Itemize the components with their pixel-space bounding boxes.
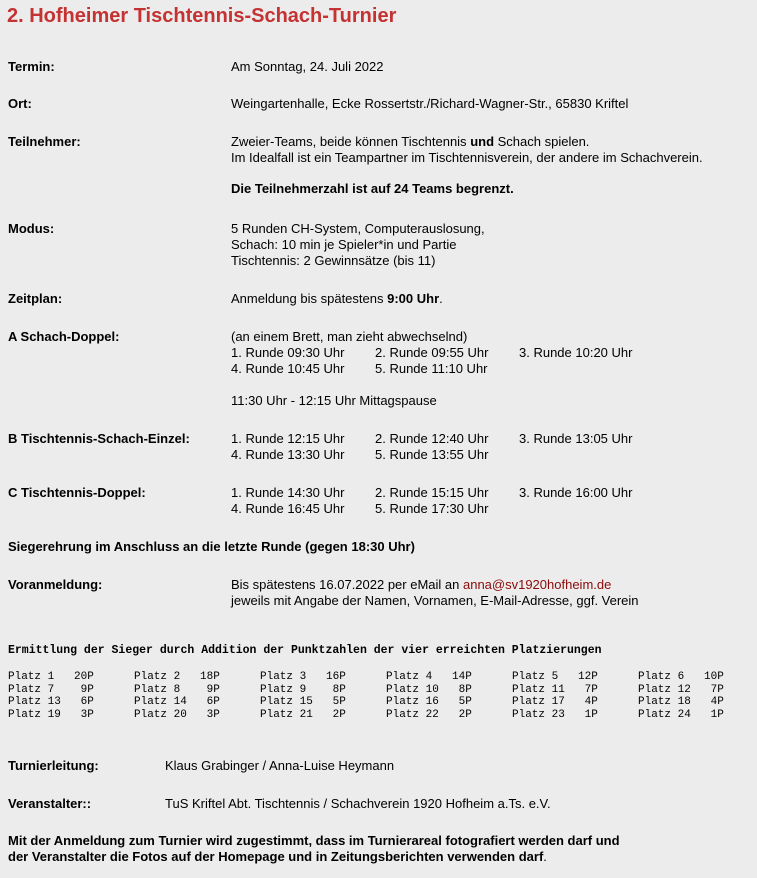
a-round-4: 4. Runde 10:45 Uhr xyxy=(231,361,345,376)
consent-notice xyxy=(8,833,748,865)
a-round-3: 3. Runde 10:20 Uhr xyxy=(519,345,633,360)
siegerehrung: Siegerehrung im Anschluss an die letzte Runde (gegen 18:30 Uhr) xyxy=(8,539,415,554)
teilnehmer-value xyxy=(231,134,703,166)
score-cell: Platz 7 9P xyxy=(8,683,94,696)
a-round-5: 5. Runde 11:10 Uhr xyxy=(375,361,488,376)
score-cell: Platz 22 2P xyxy=(386,708,472,721)
score-cell: Platz 12 7P xyxy=(638,683,724,696)
teilnehmer-line1-c: Schach spielen. xyxy=(494,134,590,149)
zeitplan-value xyxy=(231,291,443,307)
voranmeldung-value xyxy=(231,577,639,609)
c-schedule xyxy=(231,485,632,517)
a-schedule xyxy=(231,329,632,377)
b-round-1: 1. Runde 12:15 Uhr xyxy=(231,431,345,446)
b-round-3: 3. Runde 13:05 Uhr xyxy=(519,431,633,446)
score-cell: Platz 3 16P xyxy=(260,671,346,683)
termin-label: Termin: xyxy=(8,59,55,74)
veranstalter-value: TuS Kriftel Abt. Tischtennis / Schachverein 1920 Hofheim a.Ts. e.V. xyxy=(165,796,551,811)
score-cell: Platz 14 6P xyxy=(134,696,220,708)
modus-line: Tischtennis: 2 Gewinnsätze (bis 11) xyxy=(231,253,436,268)
score-cell: Platz 5 12P xyxy=(512,671,598,683)
score-cell: Platz 16 5P xyxy=(386,696,472,708)
c-label: C Tischtennis-Doppel: xyxy=(8,485,146,500)
b-round-5: 5. Runde 13:55 Uhr xyxy=(375,447,489,462)
c-round-4: 4. Runde 16:45 Uhr xyxy=(231,501,345,516)
scores-row xyxy=(8,709,757,722)
teilnehmer-label: Teilnehmer: xyxy=(8,134,81,149)
scores-table xyxy=(8,671,757,721)
modus-line: Schach: 10 min je Spieler*in und Partie xyxy=(231,237,457,252)
veranstalter-label: Veranstalter:: xyxy=(8,796,92,811)
consent-line2: der Veranstalter die Fotos auf der Homepage und in Zeitungsberichten verwenden darf xyxy=(8,849,544,864)
b-round-2: 2. Runde 12:40 Uhr xyxy=(375,431,489,446)
ort-label: Ort: xyxy=(8,96,32,111)
turnierleitung-label: Turnierleitung: xyxy=(8,758,99,773)
score-cell: Platz 1 20P xyxy=(8,671,94,683)
zeitplan-label: Zeitplan: xyxy=(8,291,63,306)
score-cell: Platz 9 8P xyxy=(260,683,346,696)
teilnehmer-line1-und: und xyxy=(470,134,495,149)
termin-value: Am Sonntag, 24. Juli 2022 xyxy=(231,59,384,74)
ermittlung-heading: Ermittlung der Sieger durch Addition der Punktzahlen der vier erreichten Platzierungen xyxy=(8,644,602,657)
teilnehmer-limit: Die Teilnehmerzahl ist auf 24 Teams begrenzt. xyxy=(231,181,514,196)
consent-line1: Mit der Anmeldung zum Turnier wird zugestimmt, dass im Turnierareal fotografiert werden darf und xyxy=(8,833,620,848)
score-cell: Platz 21 2P xyxy=(260,708,346,721)
voranmeldung-label: Voranmeldung: xyxy=(8,577,103,592)
a-round-2: 2. Runde 09:55 Uhr xyxy=(375,345,489,360)
scores-row xyxy=(8,684,757,697)
score-cell: Platz 23 1P xyxy=(512,708,598,721)
consent-end: . xyxy=(543,849,547,864)
score-cell: Platz 24 1P xyxy=(638,708,724,721)
scores-row xyxy=(8,696,757,709)
b-round-4: 4. Runde 13:30 Uhr xyxy=(231,447,345,462)
zeitplan-end: . xyxy=(439,291,443,306)
modus-line: 5 Runden CH-System, Computerauslosung, xyxy=(231,221,485,236)
score-cell: Platz 8 9P xyxy=(134,683,220,696)
voranmeldung-text: Bis spätestens 16.07.2022 per eMail an xyxy=(231,577,463,592)
b-label: B Tischtennis-Schach-Einzel: xyxy=(8,431,190,446)
score-cell: Platz 4 14P xyxy=(386,671,472,683)
c-round-3: 3. Runde 16:00 Uhr xyxy=(519,485,633,500)
modus-label: Modus: xyxy=(8,221,55,236)
voranmeldung-line2: jeweils mit Angabe der Namen, Vornamen, E-Mail-Adresse, ggf. Verein xyxy=(231,593,639,608)
teilnehmer-line1-a: Zweier-Teams, beide können Tischtennis xyxy=(231,134,471,149)
scores-row xyxy=(8,671,757,684)
score-cell: Platz 20 3P xyxy=(134,708,220,721)
turnierleitung-value: Klaus Grabinger / Anna-Luise Heymann xyxy=(165,758,395,773)
a-note: (an einem Brett, man zieht abwechselnd) xyxy=(231,329,468,344)
c-round-5: 5. Runde 17:30 Uhr xyxy=(375,501,489,516)
score-cell: Platz 10 8P xyxy=(386,683,472,696)
score-cell: Platz 6 10P xyxy=(638,671,724,683)
page-title: 2. Hofheimer Tischtennis-Schach-Turnier xyxy=(7,5,397,27)
score-cell: Platz 13 6P xyxy=(8,696,94,708)
ort-value: Weingartenhalle, Ecke Rossertstr./Richard-Wagner-Str., 65830 Kriftel xyxy=(231,96,629,111)
zeitplan-text: Anmeldung bis spätestens xyxy=(231,291,388,306)
a-round-1: 1. Runde 09:30 Uhr xyxy=(231,345,345,360)
score-cell: Platz 11 7P xyxy=(512,683,598,696)
email-link[interactable]: anna@sv1920hofheim.de xyxy=(462,577,612,592)
teilnehmer-line2: Im Idealfall ist ein Teampartner im Tischtennisverein, der andere im Schachverein. xyxy=(231,150,703,165)
score-cell: Platz 18 4P xyxy=(638,696,724,708)
zeitplan-time: 9:00 Uhr xyxy=(387,291,440,306)
score-cell: Platz 15 5P xyxy=(260,696,346,708)
a-pause: 11:30 Uhr - 12:15 Uhr Mittagspause xyxy=(231,393,437,408)
score-cell: Platz 19 3P xyxy=(8,708,94,721)
score-cell: Platz 17 4P xyxy=(512,696,598,708)
a-label: A Schach-Doppel: xyxy=(8,329,120,344)
c-round-2: 2. Runde 15:15 Uhr xyxy=(375,485,489,500)
c-round-1: 1. Runde 14:30 Uhr xyxy=(231,485,345,500)
modus-value xyxy=(231,221,485,269)
score-cell: Platz 2 18P xyxy=(134,671,220,683)
b-schedule xyxy=(231,431,632,463)
